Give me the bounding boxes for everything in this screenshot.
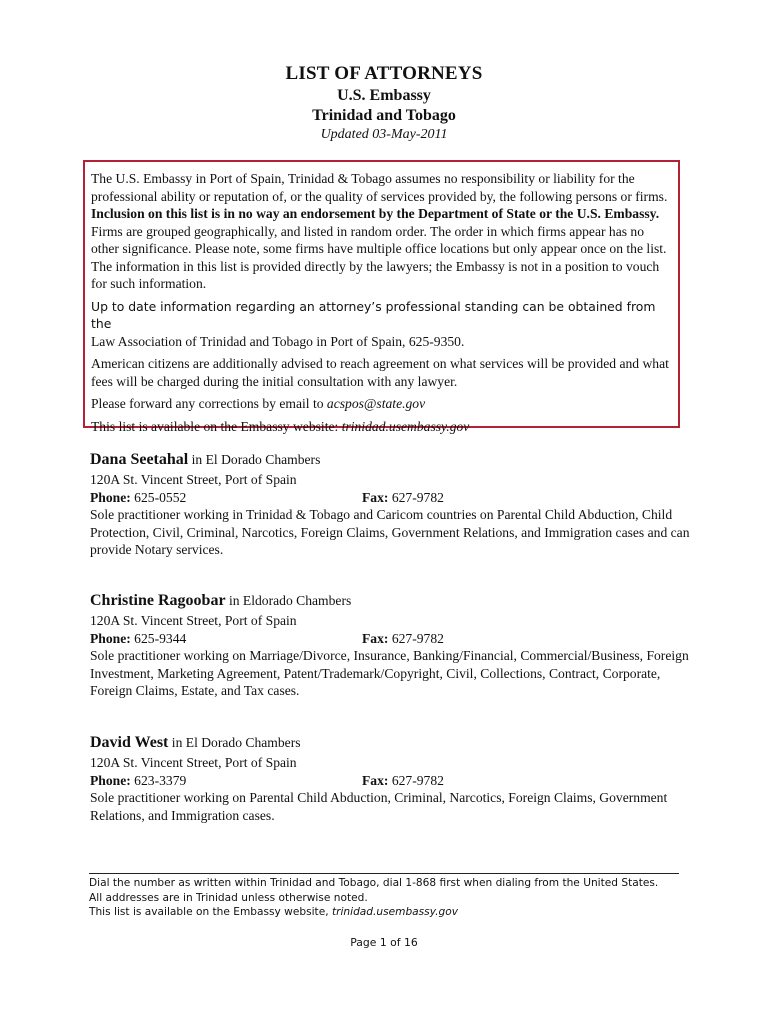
footer-website-note xyxy=(89,905,689,920)
phone-label: Phone: xyxy=(90,630,131,646)
corrections-label: Please forward any corrections by email to xyxy=(91,396,327,411)
page-subtitle-embassy: U.S. Embassy xyxy=(337,87,431,104)
attorney-location: in El Dorado Chambers xyxy=(168,735,301,750)
attorney-name: Dana Seetahal xyxy=(90,451,189,468)
attorney-entry-christine-ragoobar xyxy=(90,590,690,700)
page-footer xyxy=(89,876,689,920)
disclaimer-text: Law Association of Trinidad and Tobago in Port of Spain, 625-9350. xyxy=(91,333,465,349)
attorney-phone: 623-3379 xyxy=(130,772,187,788)
page-number: Page 1 of 16 xyxy=(350,936,418,949)
disclaimer-paragraph-liability xyxy=(91,170,672,293)
attorney-fax: 627-9782 xyxy=(388,630,444,646)
disclaimer-paragraph-website xyxy=(91,418,672,436)
attorney-phone: 625-0552 xyxy=(130,489,187,505)
corrections-email-link[interactable]: acspos@state.gov xyxy=(326,396,426,411)
page-title: LIST OF ATTORNEYS xyxy=(285,63,483,84)
footer-divider xyxy=(89,873,679,874)
disclaimer-paragraph-standing xyxy=(91,298,672,351)
attorney-fax: 627-9782 xyxy=(388,489,444,505)
attorney-description: Sole practitioner working in Trinidad & Tobago and Caricom countries on Parental Child Abduction, Child Protection, Civil, Criminal, Narcotics, Foreign Claims, Government Relations, and Immigration cases and can provide Notary services. xyxy=(90,507,690,557)
attorney-address: 120A St. Vincent Street, Port of Spain xyxy=(90,755,297,770)
fax-label: Fax: xyxy=(362,630,389,646)
disclaimer-text: Up to date information regarding an attorney’s professional standing can be obtained from the xyxy=(91,298,656,331)
attorney-phone: 625-9344 xyxy=(130,630,187,646)
attorney-location: in Eldorado Chambers xyxy=(225,593,352,608)
attorney-name: Christine Ragoobar xyxy=(90,592,226,609)
disclaimer-text: Firms are grouped geographically, and listed in random order. The order in which firms appear has no other significance. Please note, some firms have multiple office locations but only appear once on the list. The information in this list is provided directly by the lawyers; the Embassy is not in a position to vouch for such information. xyxy=(91,223,667,291)
phone-label: Phone: xyxy=(90,489,131,505)
attorney-address: 120A St. Vincent Street, Port of Spain xyxy=(90,613,297,628)
fax-label: Fax: xyxy=(362,489,389,505)
attorney-entry-dana-seetahal xyxy=(90,449,690,559)
attorney-address: 120A St. Vincent Street, Port of Spain xyxy=(90,472,297,487)
attorney-description: Sole practitioner working on Marriage/Divorce, Insurance, Banking/Financial, Commercial/Business, Foreign Investment, Marketing Agreement, Patent/Trademark/Copyright, Civil, Collections, Contract, Corporate, Foreign Claims, Estate, and Tax cases. xyxy=(90,648,689,698)
footer-website-label: This list is available on the Embassy website, xyxy=(89,906,332,918)
updated-date: Updated 03-May-2011 xyxy=(320,127,448,142)
footer-address-note: All addresses are in Trinidad unless otherwise noted. xyxy=(89,891,368,904)
attorney-name: David West xyxy=(90,734,169,751)
attorney-location: in El Dorado Chambers xyxy=(188,452,321,467)
page-subtitle-country: Trinidad and Tobago xyxy=(312,107,456,124)
disclaimer-paragraph-corrections xyxy=(91,395,672,413)
disclaimer-text: The U.S. Embassy in Port of Spain, Trinidad & Tobago assumes no responsibility or liability for the professional ability or reputation of, or the quality of services provided by, the following persons or firms. xyxy=(91,171,668,204)
attorney-fax: 627-9782 xyxy=(388,772,444,788)
disclaimer-paragraph-fees: American citizens are additionally advised to reach agreement on what services will be provided and what fees will be charged during the initial consultation with any lawyer. xyxy=(91,356,669,389)
fax-label: Fax: xyxy=(362,772,389,788)
footer-dialing-note: Dial the number as written within Trinidad and Tobago, dial 1-868 first when dialing from the United States. xyxy=(89,877,659,889)
disclaimer-box xyxy=(83,160,680,434)
embassy-website-link[interactable]: trinidad.usembassy.gov xyxy=(341,418,470,434)
attorney-description: Sole practitioner working on Parental Child Abduction, Criminal, Narcotics, Foreign Claims, Government Relations, and Immigration cases. xyxy=(90,790,668,823)
disclaimer-endorsement-text: Inclusion on this list is in no way an endorsement by the Department of State or the U.S. Embassy. xyxy=(91,206,660,221)
phone-label: Phone: xyxy=(90,772,131,788)
footer-website-link[interactable]: trinidad.usembassy.gov xyxy=(331,906,458,918)
attorney-entry-david-west xyxy=(90,732,690,824)
website-label: This list is available on the Embassy website: xyxy=(91,418,342,434)
